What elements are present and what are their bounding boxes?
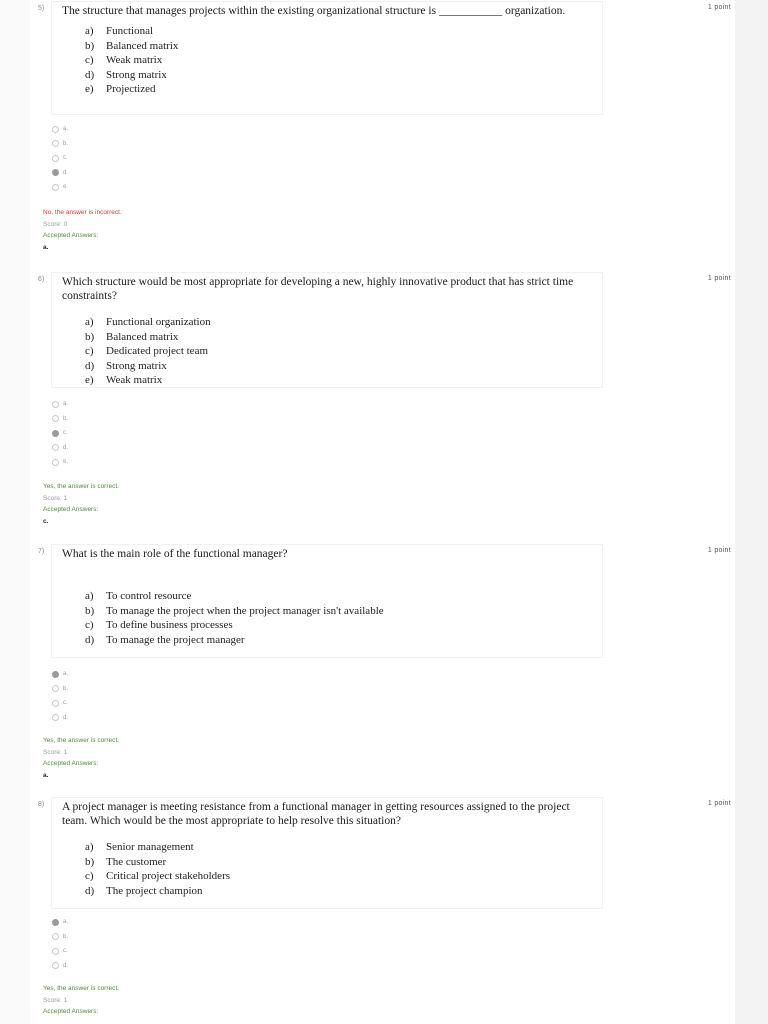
option-item: c) To define business processes <box>85 619 233 631</box>
answer-feedback <box>43 735 119 781</box>
choice-d[interactable]: d. <box>52 711 68 726</box>
accepted-answer-value: a. <box>43 243 49 251</box>
question-block <box>30 545 735 790</box>
choice-b[interactable]: b. <box>52 137 68 152</box>
answer-choices <box>52 915 68 973</box>
accepted-answers-label: Accepted Answers: <box>43 1008 99 1015</box>
question-block <box>30 273 735 535</box>
option-item: a) Senior management <box>85 841 194 853</box>
option-item: a) Functional <box>85 25 154 37</box>
radio-button[interactable] <box>52 685 59 692</box>
feedback-score: Score: 1 <box>43 996 68 1004</box>
answer-feedback <box>43 481 119 527</box>
choice-c[interactable]: c. <box>52 696 68 711</box>
choice-a[interactable]: a. <box>52 397 68 412</box>
question-number: 6) <box>38 276 45 283</box>
question-text: What is the main role of the functional manager? <box>62 548 288 560</box>
question-block <box>30 798 735 1024</box>
choice-b[interactable]: b. <box>52 930 68 945</box>
choice-a[interactable]: a. <box>52 667 68 682</box>
question-text: Which structure would be most appropriate for developing a new, highly innovative product that has strict time constraints? <box>62 276 574 302</box>
question-number: 8) <box>38 801 45 808</box>
radio-button[interactable] <box>52 459 59 466</box>
choice-a[interactable]: a. <box>52 122 68 137</box>
feedback-status: Yes, the answer is correct. <box>43 483 119 490</box>
choice-b[interactable]: b. <box>52 412 68 427</box>
radio-button[interactable] <box>52 714 59 721</box>
accepted-answers-label: Accepted Answers: <box>43 232 99 239</box>
option-item: a) Functional organization <box>85 316 211 328</box>
radio-button[interactable] <box>52 415 59 422</box>
option-item: e) Weak matrix <box>85 374 163 386</box>
accepted-answers-label: Accepted Answers: <box>43 506 99 513</box>
choice-d[interactable]: d. <box>52 441 68 456</box>
option-item: d) Strong matrix <box>85 68 167 81</box>
radio-button-selected[interactable] <box>52 671 59 678</box>
choice-d[interactable]: d. <box>52 166 68 181</box>
question-number: 7) <box>38 548 45 555</box>
choice-c[interactable]: c. <box>52 426 68 441</box>
radio-button[interactable] <box>52 184 59 191</box>
radio-button-selected[interactable] <box>52 169 59 176</box>
feedback-status: Yes, the answer is correct. <box>43 737 119 744</box>
choice-d[interactable]: d. <box>52 959 68 974</box>
question-points: 1 point <box>707 275 731 282</box>
option-item: c) Dedicated project team <box>85 345 209 357</box>
radio-button[interactable] <box>52 126 59 133</box>
option-item: b) The customer <box>85 855 167 868</box>
feedback-score: Score: 1 <box>43 494 68 502</box>
radio-button[interactable] <box>52 948 59 955</box>
option-item: c) Weak matrix <box>85 54 163 66</box>
question-card <box>52 273 602 387</box>
radio-button-selected[interactable] <box>52 430 59 437</box>
radio-button[interactable] <box>52 444 59 451</box>
choice-b[interactable]: b. <box>52 682 68 697</box>
radio-button[interactable] <box>52 700 59 707</box>
option-item: d) Strong matrix <box>85 359 167 372</box>
answer-choices <box>52 122 68 195</box>
option-item: d) The project champion <box>85 884 203 897</box>
feedback-score: Score: 1 <box>43 748 68 756</box>
question-options <box>85 24 594 97</box>
question-points: 1 point <box>707 4 731 11</box>
question-number: 5) <box>38 5 45 12</box>
accepted-answers-label: Accepted Answers: <box>43 760 99 767</box>
feedback-status: Yes, the answer is correct. <box>43 985 119 992</box>
question-options <box>85 315 594 388</box>
option-item: e) Projectized <box>85 83 156 95</box>
option-item: b) To manage the project when the project manager isn't available <box>85 604 384 617</box>
choice-e[interactable]: e. <box>52 180 68 195</box>
feedback-score: Score: 0 <box>43 220 68 228</box>
question-points: 1 point <box>707 547 731 554</box>
question-options <box>85 840 594 898</box>
radio-button[interactable] <box>52 140 59 147</box>
question-text: A project manager is meeting resistance from a functional manager in getting resources assigned to the project team. Which would be the most appropriate to help resolve this situation? <box>62 801 570 827</box>
question-block <box>30 2 735 264</box>
radio-button-selected[interactable] <box>52 919 59 926</box>
feedback-status: No, the answer is incorrect. <box>43 209 122 216</box>
answer-choices <box>52 667 68 725</box>
choice-a[interactable]: a. <box>52 915 68 930</box>
question-card <box>52 798 602 908</box>
radio-button[interactable] <box>52 401 59 408</box>
choice-c[interactable]: c. <box>52 151 68 166</box>
option-item: a) To control resource <box>85 590 192 602</box>
question-text: The structure that manages projects within the existing organizational structure is ___________ organization. <box>62 5 566 17</box>
right-margin <box>735 0 768 1024</box>
choice-e[interactable]: e. <box>52 455 68 470</box>
radio-button[interactable] <box>52 155 59 162</box>
question-points: 1 point <box>707 800 731 807</box>
radio-button[interactable] <box>52 962 59 969</box>
option-item: b) Balanced matrix <box>85 330 179 343</box>
accepted-answer-value: c. <box>43 517 49 525</box>
choice-c[interactable]: c. <box>52 944 68 959</box>
accepted-answer-value: a. <box>43 771 49 779</box>
question-options <box>85 589 594 647</box>
option-item: d) To manage the project manager <box>85 633 245 646</box>
question-card <box>52 2 602 114</box>
option-item: b) Balanced matrix <box>85 39 179 52</box>
answer-choices <box>52 397 68 470</box>
answer-feedback <box>43 983 119 1018</box>
option-item: c) Critical project stakeholders <box>85 870 231 882</box>
question-card <box>52 545 602 657</box>
left-margin <box>0 0 30 1024</box>
radio-button[interactable] <box>52 933 59 940</box>
answer-feedback <box>43 207 122 253</box>
